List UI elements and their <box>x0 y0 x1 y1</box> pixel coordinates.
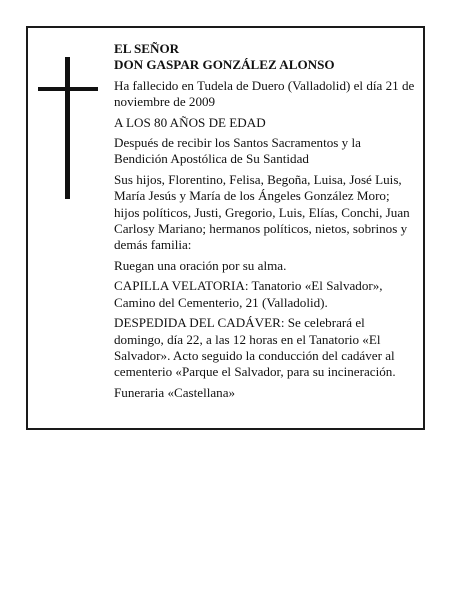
prayer-request: Ruegan una oración por su alma. <box>114 257 287 273</box>
deceased-name: DON GASPAR GONZÁLEZ ALONSO <box>114 57 335 73</box>
chapel-info: CAPILLA VELATORIA: Tanatorio «El Salvador», Camino del Cementerio, 21 (Valladolid). <box>114 278 383 310</box>
cross-vertical-bar <box>65 57 70 199</box>
age-line: A LOS 80 AÑOS DE EDAD <box>114 114 266 130</box>
notice-text <box>114 41 416 405</box>
sacraments-line: Después de recibir los Santos Sacramentos y la Bendición Apostólica de Su Santidad <box>114 135 361 167</box>
funeral-info: DESPEDIDA DEL CADÁVER: Se celebrará el domingo, día 22, a las 12 horas en el Tanatorio «El Salvador». Acto seguido la conducción del cadáver al cementerio «Parque el Salvador, para su incineración. <box>114 315 396 380</box>
funeral-home: Funeraria «Castellana» <box>114 384 236 400</box>
death-announcement: Ha fallecido en Tudela de Duero (Valladolid) el día 21 de noviembre de 2009 <box>114 77 415 110</box>
title-line-1: EL SEÑOR <box>114 41 180 56</box>
family-list: Sus hijos, Florentino, Felisa, Begoña, Luisa, José Luis, María Jesús y María de los Ángeles González Moro; hijos políticos, Justi, Gregorio, Luis, Elías, Conchi, Juan Carlosy Mariano; hermanos políticos, nietos, sobrinos y demás familia: <box>114 171 410 253</box>
obituary-notice <box>26 26 425 430</box>
cross-horizontal-bar <box>38 87 98 91</box>
